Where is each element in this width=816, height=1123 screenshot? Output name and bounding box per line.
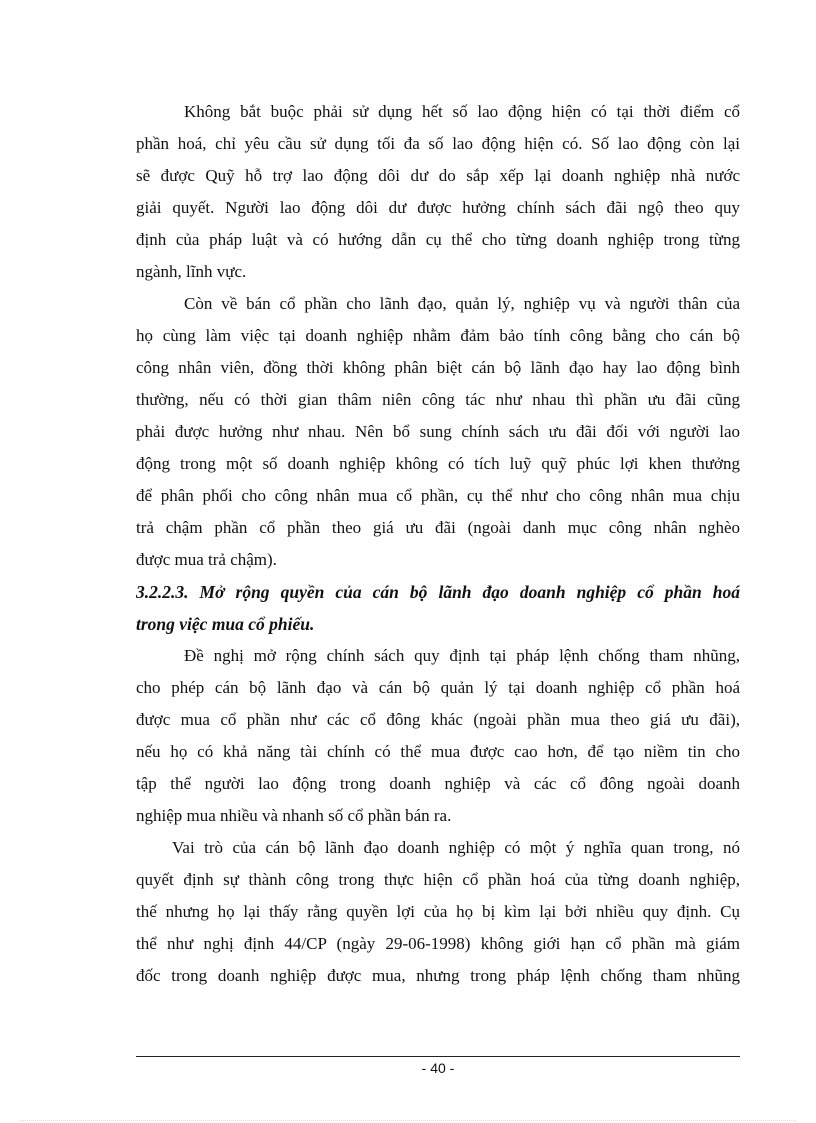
- paragraph-1: [136, 96, 740, 288]
- text-line: công nhân viên, đồng thời không phân biệt cán bộ lãnh đạo hay lao động bình: [136, 358, 740, 377]
- text-line: để phân phối cho công nhân mua cổ phần, cụ thể như cho công nhân mua chịu: [136, 486, 740, 505]
- text-line: phải được hưởng như nhau. Nên bổ sung chính sách ưu đãi đối với người lao: [136, 422, 740, 441]
- text-line: họ cùng làm việc tại doanh nghiệp nhằm đảm bảo tính công bằng cho cán bộ: [136, 326, 740, 345]
- text-line: phần hoá, chỉ yêu cầu sử dụng tối đa số lao động hiện có. Số lao động còn lại: [136, 134, 740, 153]
- paragraph-3: [136, 640, 740, 832]
- text-line: thường, nếu có thời gian thâm niên công tác như nhau thì phần ưu đãi cũng: [136, 390, 740, 409]
- text-line: Đề nghị mở rộng chính sách quy định tại pháp lệnh chống tham nhũng,: [184, 646, 740, 665]
- paragraph-2: [136, 288, 740, 576]
- text-line: tập thể người lao động trong doanh nghiệp và các cổ đông ngoài doanh: [136, 774, 740, 793]
- text-line: định của pháp luật và có hướng dẫn cụ thể cho từng doanh nghiệp trong từng: [136, 230, 740, 249]
- text-line: nếu họ có khả năng tài chính có thể mua được cao hơn, để tạo niềm tin cho: [136, 742, 740, 761]
- text-line: sẽ được Quỹ hỗ trợ lao động dôi dư do sắp xếp lại doanh nghiệp nhà nước: [136, 166, 740, 185]
- text-line: quyết định sự thành công trong thực hiện cổ phần hoá của từng doanh nghiệp,: [136, 870, 740, 889]
- page-edge-divider: [20, 1120, 796, 1121]
- text-line: Không bắt buộc phải sử dụng hết số lao động hiện có tại thời điểm cổ: [184, 102, 740, 121]
- text-line: đốc trong doanh nghiệp được mua, nhưng trong pháp lệnh chống tham nhũng: [136, 966, 740, 985]
- text-line: giải quyết. Người lao động dôi dư được hưởng chính sách đãi ngộ theo quy: [136, 198, 740, 217]
- document-body: [136, 96, 740, 992]
- heading-line: 3.2.2.3. Mở rộng quyền của cán bộ lãnh đạo doanh nghiệp cổ phần hoá: [136, 582, 740, 602]
- footer-rule: [136, 1056, 740, 1057]
- text-line: Vai trò của cán bộ lãnh đạo doanh nghiệp có một ý nghĩa quan trong, nó: [172, 838, 740, 857]
- text-line: nghiệp mua nhiều và nhanh số cổ phần bán ra.: [136, 806, 452, 825]
- text-line: Còn về bán cổ phần cho lãnh đạo, quản lý, nghiệp vụ và người thân của: [184, 294, 740, 313]
- paragraph-4: [136, 832, 740, 992]
- text-line: được mua trả chậm).: [136, 550, 277, 569]
- text-line: được mua cổ phần như các cổ đông khác (ngoài phần mua theo giá ưu đãi),: [136, 710, 740, 729]
- section-heading: [136, 576, 740, 640]
- text-line: ngành, lĩnh vực.: [136, 262, 247, 281]
- page-number: - 40 -: [421, 1060, 455, 1076]
- heading-line: trong việc mua cổ phiếu.: [136, 614, 315, 634]
- text-line: cho phép cán bộ lãnh đạo và cán bộ quản lý tại doanh nghiệp cổ phần hoá: [136, 678, 740, 697]
- text-line: thể như nghị định 44/CP (ngày 29-06-1998) không giới hạn cổ phần mà giám: [136, 934, 740, 953]
- text-line: thế nhưng họ lại thấy rằng quyền lợi của họ bị kìm lại bởi nhiều quy định. Cụ: [136, 902, 740, 921]
- text-line: động trong một số doanh nghiệp không có tích luỹ quỹ phúc lợi khen thưởng: [136, 454, 740, 473]
- text-line: trả chậm phần cổ phần theo giá ưu đãi (ngoài danh mục công nhân nghèo: [136, 518, 740, 537]
